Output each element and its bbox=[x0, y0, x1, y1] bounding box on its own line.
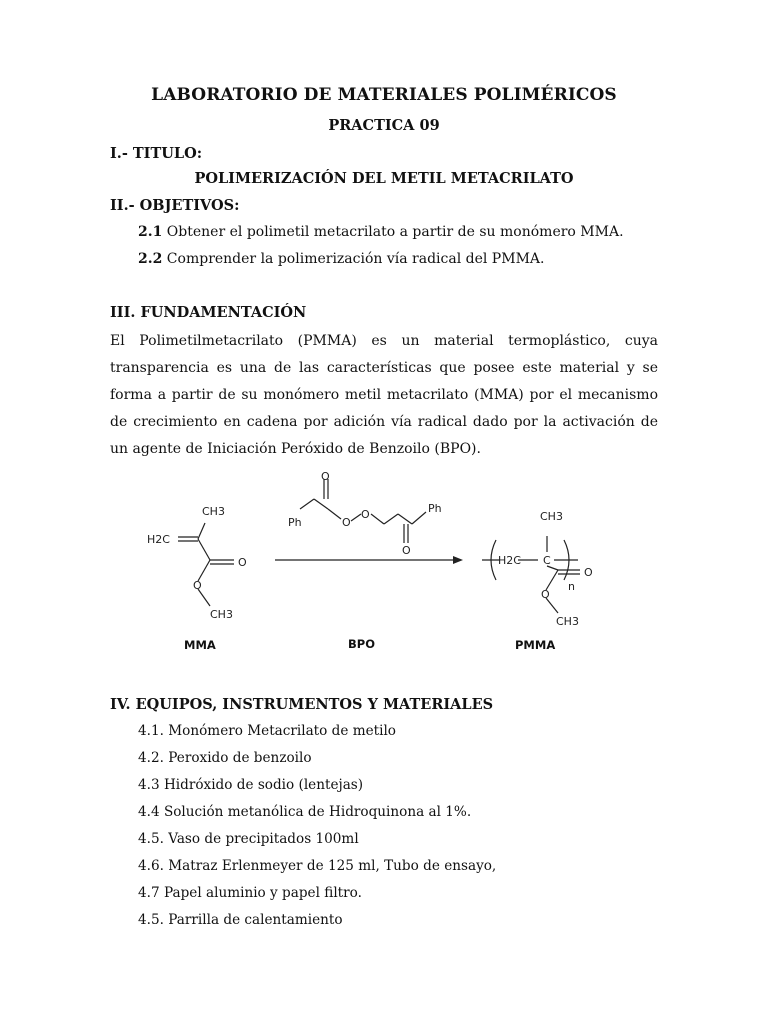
materials-list-item: 4.1. Monómero Metacrilato de metilo bbox=[138, 723, 396, 739]
section-2-heading: II.- OBJETIVOS: bbox=[110, 197, 240, 214]
materials-list-item: 4.6. Matraz Erlenmeyer de 125 ml, Tubo de ensayo, bbox=[138, 858, 497, 874]
pmma-caption: PMMA bbox=[515, 638, 556, 652]
materials-list-item: 4.4 Solución metanólica de Hidroquinona al 1%. bbox=[138, 804, 472, 820]
mma-och3-label: CH3 bbox=[210, 608, 233, 621]
materials-list-item: 4.7 Papel aluminio y papel filtro. bbox=[138, 885, 362, 901]
objective-item bbox=[138, 224, 624, 240]
pmma-ester-o-label: O bbox=[541, 588, 550, 601]
materials-list-item: 4.5. Parrilla de calentamiento bbox=[138, 912, 343, 928]
bpo-caption: BPO bbox=[348, 637, 375, 651]
materials-list-item: 4.3 Hidróxido de sodio (lentejas) bbox=[138, 777, 364, 793]
objective-number: 2.2 bbox=[138, 251, 163, 267]
mma-h2c-label: H2C bbox=[147, 533, 170, 546]
pmma-n-label: n bbox=[568, 580, 575, 593]
pmma-carbonyl-o-label: O bbox=[584, 566, 593, 579]
materials-list-item: 4.2. Peroxido de benzoilo bbox=[138, 750, 312, 766]
objective-number: 2.1 bbox=[138, 224, 163, 240]
bpo-ph-left-label: Ph bbox=[288, 516, 302, 529]
bpo-ph-right-label: Ph bbox=[428, 502, 442, 515]
fundamentals-paragraph: El Polimetilmetacrilato (PMMA) es un material termoplástico, cuya transparencia es una de las características que posee este material y se forma a partir de su monómero metil metacrilato (MMA) por el mecanismo de crecimiento en cadena por adición vía radical dado por la activación de un agente de Iniciación Peróxido de Benzoilo (BPO). bbox=[110, 333, 658, 457]
section-1-heading: I.- TITULO: bbox=[110, 145, 203, 162]
section-3-heading: III. FUNDAMENTACIÓN bbox=[110, 304, 307, 321]
objective-text: Obtener el polimetil metacrilato a partir de su monómero MMA. bbox=[162, 224, 624, 240]
objective-item bbox=[138, 251, 544, 267]
objective-text: Comprender la polimerización vía radical del PMMA. bbox=[162, 251, 545, 267]
mma-ester-o-label: O bbox=[193, 579, 202, 592]
mma-ch3-label: CH3 bbox=[202, 505, 225, 518]
mma-caption: MMA bbox=[184, 638, 216, 652]
bpo-o-bottom-label: O bbox=[402, 544, 411, 557]
bpo-o-link1-label: O bbox=[342, 516, 351, 529]
practice-number: PRACTICA 09 bbox=[328, 117, 440, 134]
mma-carbonyl-o-label: O bbox=[238, 556, 247, 569]
pmma-ch3-label: CH3 bbox=[540, 510, 563, 523]
materials-list-item: 4.5. Vaso de precipitados 100ml bbox=[138, 831, 359, 847]
pmma-och3-label: CH3 bbox=[556, 615, 579, 628]
pmma-c-label: C bbox=[543, 554, 551, 567]
section-4-heading: IV. EQUIPOS, INSTRUMENTOS Y MATERIALES bbox=[110, 696, 494, 713]
bpo-o-top-label: O bbox=[321, 470, 330, 483]
bpo-o-link2-label: O bbox=[361, 508, 370, 521]
pmma-h2c-label: H2C bbox=[498, 554, 521, 567]
practice-title: POLIMERIZACIÓN DEL METIL METACRILATO bbox=[194, 170, 574, 187]
document-title: LABORATORIO DE MATERIALES POLIMÉRICOS bbox=[151, 85, 617, 105]
